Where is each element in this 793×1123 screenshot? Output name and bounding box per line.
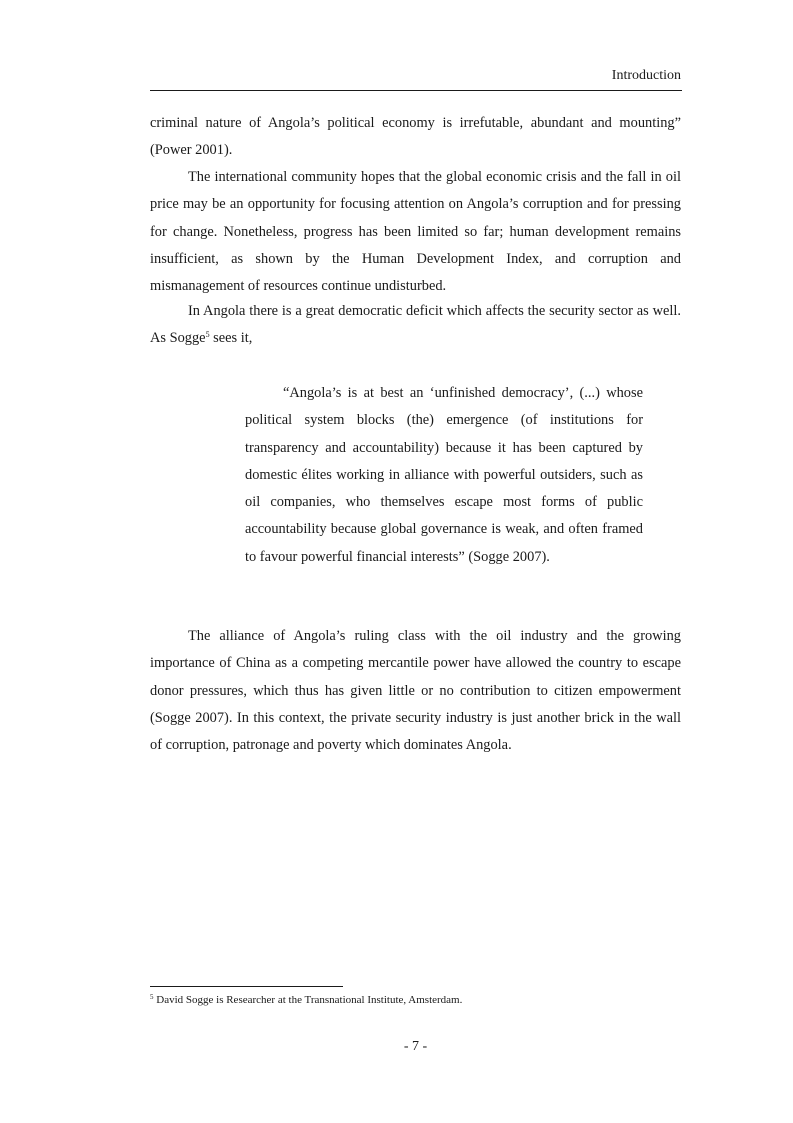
paragraph-3-tail: sees it, bbox=[209, 330, 253, 347]
paragraph-2: The international community hopes that the global economic crisis and the fall in oil price may be an opportunity for focusing attention on Angola’s corruption and for pressing for change. Nonetheless, progress has been limited so far; human development remains insufficient, as shown by the Human Development Index, and corruption and mismanagement of resources continue undisturbed. bbox=[150, 169, 681, 295]
header-rule bbox=[150, 90, 682, 91]
paragraph-3-text: In Angola there is a great democratic deficit which affects the security sector as well. As Sogge bbox=[150, 303, 681, 347]
footnote bbox=[150, 992, 681, 1008]
paragraph-4: The alliance of Angola’s ruling class with the oil industry and the growing importance of China as a competing mercantile power have allowed the country to escape donor pressures, which thus has given little or no contribution to citizen empowerment (Sogge 2007). In this context, the private security industry is just another brick in the wall of corruption, patronage and poverty which dominates Angola. bbox=[150, 628, 681, 754]
block-quote: “Angola’s is at best an ‘unfinished democracy’, (...) whose political system blocks (the) emergence (of institutions for transparency and accountability) because it has been captured by domestic élites working in alliance with powerful outsiders, such as oil companies, who themselves escape most forms of public accountability because global governance is weak, and often framed to favour powerful financial interests” (Sogge 2007). bbox=[245, 385, 643, 565]
paragraph-3 bbox=[150, 298, 681, 353]
running-header-title: Introduction bbox=[611, 68, 681, 83]
paragraph-1: criminal nature of Angola’s political economy is irrefutable, abundant and mounting” (Power 2001). bbox=[150, 115, 681, 159]
footnote-rule bbox=[150, 986, 343, 987]
footnote-marker: 5 bbox=[150, 993, 154, 1001]
page-number: - 7 - bbox=[403, 1039, 428, 1054]
footnote-text: David Sogge is Researcher at the Transnational Institute, Amsterdam. bbox=[153, 994, 463, 1006]
footnote-reference: 5 bbox=[205, 330, 210, 340]
